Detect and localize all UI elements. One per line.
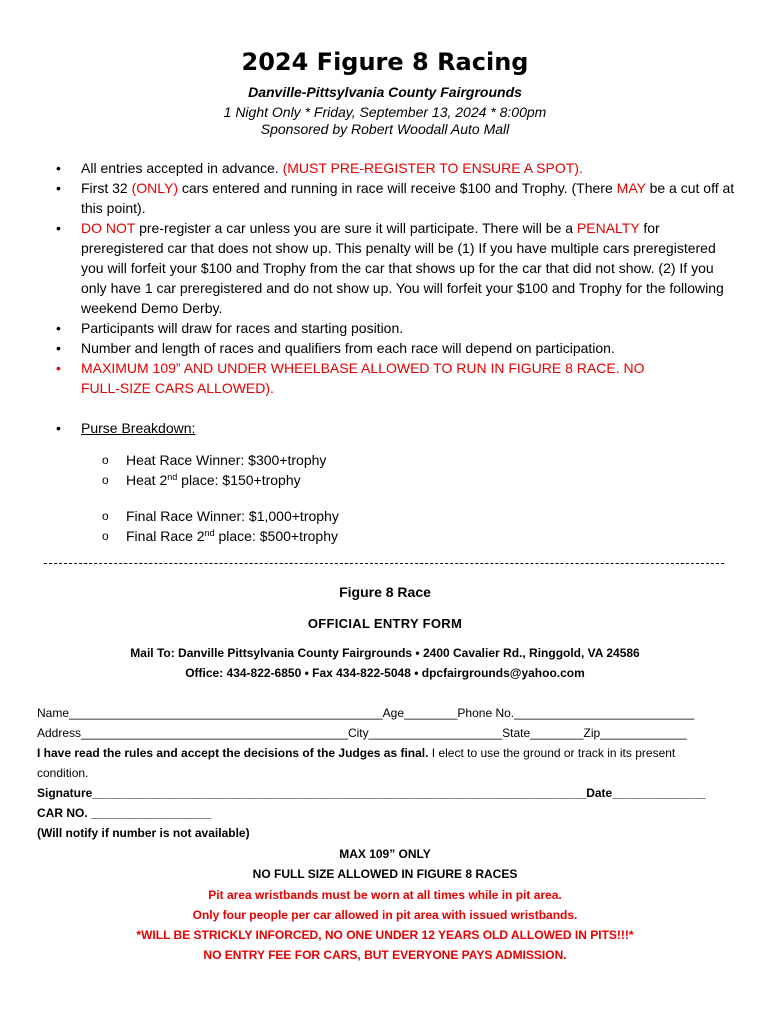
- max-wheelbase-note: MAX 109” ONLY: [339, 847, 431, 861]
- cut-line-divider: [44, 563, 724, 564]
- notify-note: (Will notify if number is not available): [37, 826, 250, 840]
- final-second-prize: o Final Race 2nd place: $500+trophy: [102, 526, 339, 546]
- purse-breakdown-heading: • Purse Breakdown:: [56, 418, 195, 438]
- no-full-size-note: NO FULL SIZE ALLOWED IN FIGURE 8 RACES: [252, 867, 518, 881]
- signature-date-line: Signature__________________________________________________________________________Date______________: [37, 786, 706, 800]
- admission-note: NO ENTRY FEE FOR CARS, BUT EVERYONE PAYS ADMISSION.: [203, 948, 567, 962]
- name-age-phone-line: Name_______________________________________________Age________Phone No.___________________________: [37, 706, 695, 720]
- rules-acceptance-condition: condition.: [37, 766, 89, 780]
- enforced-note: *WILL BE STRICKLY INFORCED, NO ONE UNDER 12 YEARS OLD ALLOWED IN PITS!!!*: [136, 928, 634, 942]
- heat-second-prize: o Heat 2nd place: $150+trophy: [102, 470, 326, 490]
- car-number-line: CAR NO. __________________: [37, 806, 212, 820]
- form-title: Figure 8 Race: [339, 584, 431, 600]
- rule-wheelbase: • MAXIMUM 109” AND UNDER WHEELBASE ALLOWED TO RUN IN FIGURE 8 RACE. NO FULL-SIZE CARS ALLOWED).: [56, 358, 740, 398]
- pit-limit-note: Only four people per car allowed in pit area with issued wristbands.: [192, 908, 578, 922]
- final-winner-prize: o Final Race Winner: $1,000+trophy: [102, 506, 339, 526]
- heat-purse-list: [102, 450, 326, 490]
- page-title: 2024 Figure 8 Racing: [241, 48, 529, 76]
- sponsor-line: Sponsored by Robert Woodall Auto Mall: [260, 121, 510, 137]
- rule-penalty: • DO NOT pre-register a car unless you are sure it will participate. There will be a PENALTY for preregistered car that does not show up. This penalty will be (1) If you have multiple cars preregistered you will forfeit your $100 and Trophy from the car that shows up for the car that did not show. (2) If you only have 1 car preregistered and do not show up. You will forfeit your $100 and Trophy for the following weekend Demo Derby.: [56, 218, 740, 318]
- rule-first-32: • First 32 (ONLY) cars entered and running in race will receive $100 and Trophy. (There MAY be a cut off at this point).: [56, 178, 740, 218]
- rule-preregister: • All entries accepted in advance. (MUST PRE-REGISTER TO ENSURE A SPOT).: [56, 158, 740, 178]
- address-line: Address________________________________________City____________________State________Zip_____________: [37, 726, 687, 740]
- rule-number-of-races: • Number and length of races and qualifiers from each race will depend on participation.: [56, 338, 740, 358]
- office-contact: Office: 434-822-6850 • Fax 434-822-5048 • dpcfairgrounds@yahoo.com: [185, 666, 585, 680]
- rules-acceptance: I have read the rules and accept the decisions of the Judges as final. I elect to use the ground or track in its present: [37, 746, 676, 760]
- rules-list: [56, 158, 740, 398]
- venue-subtitle: Danville-Pittsylvania County Fairgrounds: [248, 84, 522, 100]
- rule-draw: • Participants will draw for races and starting position.: [56, 318, 740, 338]
- heat-winner-prize: o Heat Race Winner: $300+trophy: [102, 450, 326, 470]
- final-purse-list: [102, 506, 339, 546]
- event-date-line: 1 Night Only * Friday, September 13, 2024 * 8:00pm: [223, 104, 547, 120]
- mail-to-address: Mail To: Danville Pittsylvania County Fairgrounds • 2400 Cavalier Rd., Ringgold, VA 24586: [130, 646, 640, 660]
- form-subtitle: OFFICIAL ENTRY FORM: [307, 616, 463, 631]
- wristband-note: Pit area wristbands must be worn at all times while in pit area.: [208, 888, 562, 902]
